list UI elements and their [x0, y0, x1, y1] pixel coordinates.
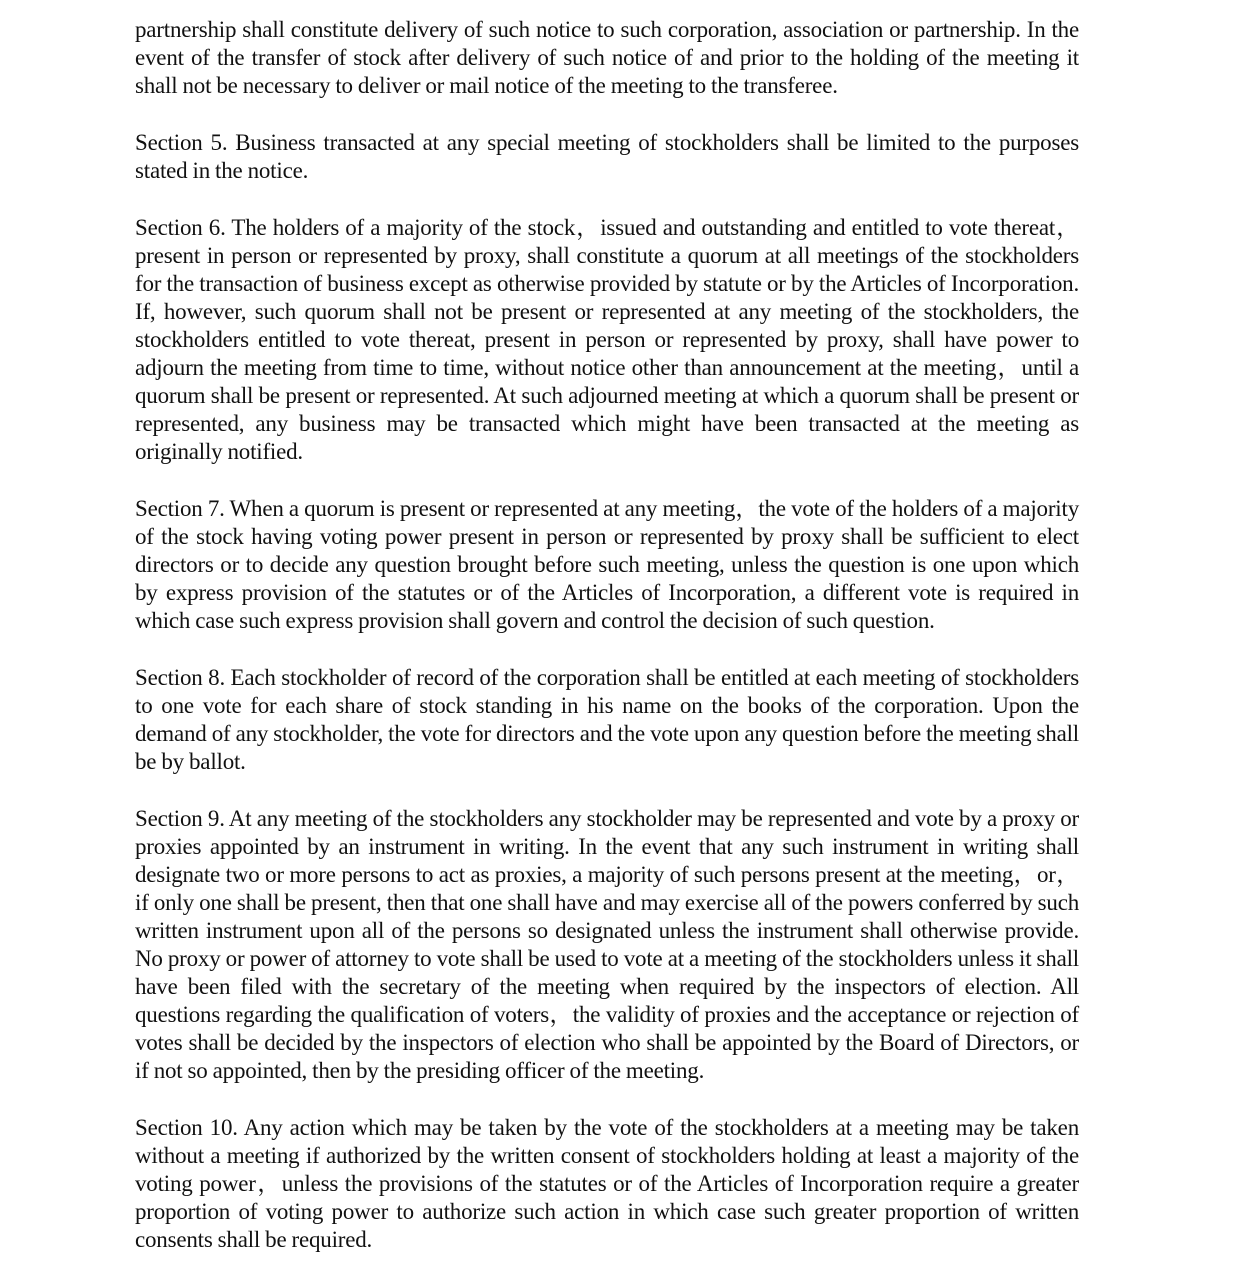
paragraph-section-5: Section 5. Business transacted at any special meeting of stockholders shall be limited to the purposes stated in the notice.	[135, 130, 1079, 183]
paragraph-continuation: partnership shall constitute delivery of such notice to such corporation, association or partnership. In the event of the transfer of stock after delivery of such notice of and prior to the holding of the meeting it shall not be necessary to deliver or mail notice of the meeting to the transferee.	[135, 17, 1079, 98]
paragraph-section-9: Section 9. At any meeting of the stockholders any stockholder may be represented and vote by a proxy or proxies appointed by an instrument in writing. In the event that any such instrument in writing shall designate two or more persons to act as proxies, a majority of such persons present at the meeting，or，if only one shall be present, then that one shall have and may exercise all of the powers conferred by such written instrument upon all of the persons so designated unless the instrument shall otherwise provide. No proxy or power of attorney to vote shall be used to vote at a meeting of the stockholders unless it shall have been filed with the secretary of the meeting when required by the inspectors of election. All questions regarding the qualification of voters，the validity of proxies and the acceptance or rejection of votes shall be decided by the inspectors of election who shall be appointed by the Board of Directors, or if not so appointed, then by the presiding officer of the meeting.	[135, 806, 1079, 1083]
paragraph-section-7: Section 7. When a quorum is present or represented at any meeting，the vote of the holders of a majority of the stock having voting power present in person or represented by proxy shall be sufficient to elect directors or to decide any question brought before such meeting, unless the question is one upon which by express provision of the statutes or of the Articles of Incorporation, a different vote is required in which case such express provision shall govern and control the decision of such question.	[135, 496, 1079, 633]
paragraph-section-6: Section 6. The holders of a majority of the stock，issued and outstanding and entitled to vote thereat，present in person or represented by proxy, shall constitute a quorum at all meetings of the stockholders for the transaction of business except as otherwise provided by statute or by the Articles of Incorporation. If, however, such quorum shall not be present or represented at any meeting of the stockholders, the stockholders entitled to vote thereat, present in person or represented by proxy, shall have power to adjourn the meeting from time to time, without notice other than announcement at the meeting，until a quorum shall be present or represented. At such adjourned meeting at which a quorum shall be present or represented, any business may be transacted which might have been transacted at the meeting as originally notified.	[135, 215, 1079, 464]
paragraph-section-8: Section 8. Each stockholder of record of the corporation shall be entitled at each meeting of stockholders to one vote for each share of stock standing in his name on the books of the corporation. Upon the demand of any stockholder, the vote for directors and the vote upon any question before the meeting shall be by ballot.	[135, 665, 1079, 774]
document-page	[135, 16, 1079, 1283]
paragraph-section-10: Section 10. Any action which may be taken by the vote of the stockholders at a meeting may be taken without a meeting if authorized by the written consent of stockholders holding at least a majority of the voting power，unless the provisions of the statutes or of the Articles of Incorporation require a greater proportion of voting power to authorize such action in which case such greater proportion of written consents shall be required.	[135, 1115, 1079, 1252]
